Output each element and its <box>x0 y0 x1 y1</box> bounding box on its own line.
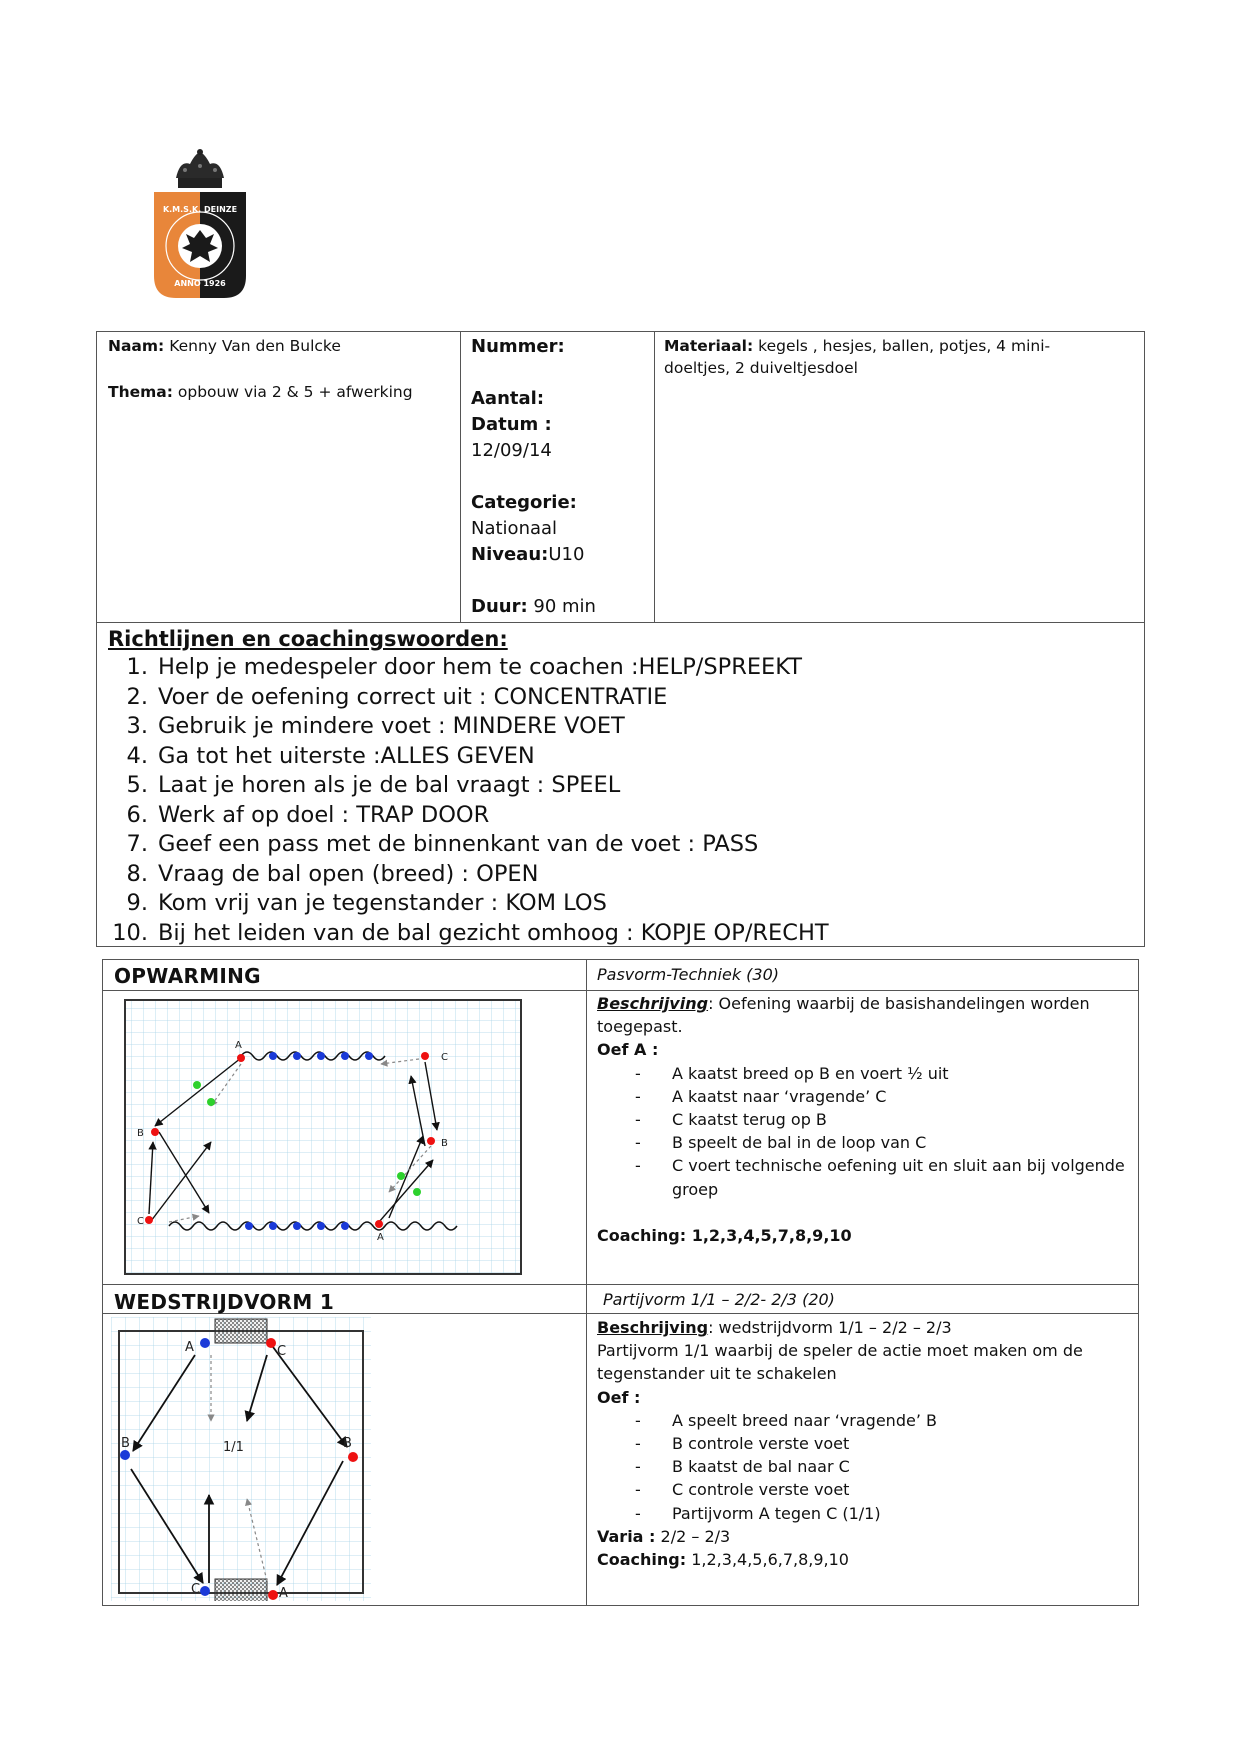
wedstrijdvorm-oef-label: Oef : <box>597 1387 641 1407</box>
datum-value: 12/09/14 <box>471 440 552 461</box>
guideline-text: Ga tot het uiterste :ALLES GEVEN <box>158 742 535 769</box>
opwarming-bullets <box>597 1062 1132 1201</box>
naam-value: Kenny Van den Bulcke <box>169 337 341 355</box>
guideline-number: 3. <box>126 713 148 739</box>
opwarming-beschrijving-text: : Oefening waarbij de basishandelingen worden <box>708 994 1090 1013</box>
guideline-text: Voer de oefening correct uit : CONCENTRATIE <box>158 683 668 710</box>
guideline-number: 1. <box>126 654 148 680</box>
opwarming-beschrijving-text2: toegepast. <box>597 1017 683 1037</box>
logo-text-top: K.M.S.K. DEINZE <box>162 205 238 214</box>
guidelines-list <box>108 653 1138 948</box>
guideline-item <box>108 801 1138 831</box>
guideline-number: 8. <box>126 860 148 887</box>
opw-label-c1: C <box>441 1052 448 1063</box>
guideline-number: 10. <box>112 919 148 946</box>
aantal-label: Aantal: <box>471 388 545 409</box>
opwarming-subtitle: Pasvorm-Techniek (30) <box>597 965 780 984</box>
meta-column <box>471 334 651 620</box>
guideline-item <box>108 860 1138 890</box>
guidelines-section <box>108 625 1138 948</box>
opwarming-bullet-item: - B speelt de bal in de loop van C <box>597 1131 1132 1154</box>
categorie-label: Categorie: <box>471 492 577 513</box>
wedstrijdvorm-line2: Partijvorm 1/1 waarbij de speler de actie moet maken om de <box>597 1341 1083 1361</box>
guideline-item <box>108 683 1138 713</box>
naam-label: Naam: <box>108 337 165 355</box>
opwarming-bullet-item: - C kaatst terug op B <box>597 1108 1132 1131</box>
wedstrijdvorm-description <box>597 1316 1132 1571</box>
wedstrijdvorm-subtitle: Partijvorm 1/1 – 2/2- 2/3 (20) <box>603 1290 835 1309</box>
wedstrijdvorm-beschrijving-text: : wedstrijdvorm 1/1 – 2/2 – 2/3 <box>708 1318 952 1337</box>
wv-label-b-left: B <box>121 1436 130 1451</box>
wv-label-center: 1/1 <box>223 1440 244 1455</box>
wedstrijdvorm-line3: tegenstander uit te schakelen <box>597 1364 837 1384</box>
guideline-number: 5. <box>126 772 148 798</box>
opwarming-diagram <box>119 996 529 1278</box>
guideline-item <box>108 771 1138 801</box>
wedstrijdvorm-bullets <box>597 1409 1132 1525</box>
guideline-item <box>108 712 1138 742</box>
guideline-text: Kom vrij van je tegenstander : KOM LOS <box>158 890 607 916</box>
opw-label-b2: B <box>441 1138 448 1149</box>
duur-label: Duur: <box>471 596 528 617</box>
crown-icon <box>176 149 224 188</box>
club-logo <box>150 148 250 300</box>
materiaal-value-cont: doeltjes, 2 duiveltjesdoel <box>664 359 858 377</box>
niveau-label: Niveau: <box>471 544 549 565</box>
wv-label-a-top: A <box>185 1340 194 1355</box>
opwarming-bullet-item: - C voert technische oefening uit en sluit aan bij volgende groep <box>597 1154 1132 1200</box>
guideline-number: 4. <box>126 742 148 769</box>
guideline-item <box>108 830 1138 860</box>
exercise-table <box>102 959 1139 1606</box>
niveau-value: U10 <box>548 544 585 565</box>
opwarming-bullet-item: - A kaatst naar ‘vragende’ C <box>597 1085 1132 1108</box>
guideline-item <box>108 919 1138 949</box>
guideline-item <box>108 889 1138 919</box>
guideline-number: 2. <box>126 683 148 710</box>
wv-label-c-top: C <box>277 1344 287 1359</box>
wv-label-a-bottom: A <box>279 1586 288 1601</box>
opwarming-coaching: Coaching: 1,2,3,4,5,7,8,9,10 <box>597 1225 852 1245</box>
wedstrijdvorm-bullet-item: - B controle verste voet <box>597 1432 1132 1455</box>
guideline-number: 7. <box>126 831 148 857</box>
wedstrijdvorm-bullet-item: - C controle verste voet <box>597 1478 1132 1501</box>
guideline-number: 6. <box>126 801 148 828</box>
opwarming-bullet-item: - A kaatst breed op B en voert ½ uit <box>597 1062 1132 1085</box>
opw-label-a2: A <box>377 1232 384 1243</box>
opwarming-title: OPWARMING <box>114 964 261 988</box>
materiaal-label: Materiaal: <box>664 337 754 355</box>
opwarming-oef-label: Oef A : <box>597 1040 659 1060</box>
guideline-text: Vraag de bal open (breed) : OPEN <box>158 860 539 887</box>
guideline-number: 9. <box>126 890 148 916</box>
materiaal-value: kegels , hesjes, ballen, potjes, 4 mini- <box>758 337 1051 355</box>
duur-value: 90 min <box>533 596 596 617</box>
header-table <box>96 331 1145 947</box>
guideline-item <box>108 653 1138 683</box>
guideline-text: Geef een pass met de binnenkant van de voet : PASS <box>158 831 759 857</box>
opw-label-a1: A <box>235 1040 242 1051</box>
guideline-text: Laat je horen als je de bal vraagt : SPEEL <box>158 772 621 798</box>
naam-field <box>108 335 341 357</box>
thema-field <box>108 381 413 403</box>
wedstrijdvorm-diagram <box>111 1317 371 1601</box>
opw-label-b1: B <box>137 1128 144 1139</box>
guideline-text: Bij het leiden van de bal gezicht omhoog : KOPJE OP/RECHT <box>158 919 829 946</box>
varia-label: Varia : <box>597 1526 656 1546</box>
wedstrijdvorm-coaching-label: Coaching: <box>597 1550 687 1570</box>
guideline-item <box>108 742 1138 772</box>
wv-label-b-right: B <box>343 1436 352 1451</box>
guideline-text: Gebruik je mindere voet : MINDERE VOET <box>158 713 625 739</box>
guideline-text: Help je medespeler door hem te coachen :HELP/SPREEKT <box>158 654 803 680</box>
guidelines-title: Richtlijnen en coachingswoorden: <box>108 627 508 651</box>
opwarming-description <box>597 992 1132 1247</box>
nummer-label: Nummer: <box>471 336 565 357</box>
wedstrijdvorm-coaching-value: 1,2,3,4,5,6,7,8,9,10 <box>691 1550 849 1570</box>
datum-label: Datum : <box>471 414 552 435</box>
opwarming-beschrijving-label: Beschrijving <box>597 994 709 1013</box>
wedstrijdvorm-bullet-item: - B kaatst de bal naar C <box>597 1455 1132 1478</box>
wedstrijdvorm-bullet-item: - A speelt breed naar ‘vragende’ B <box>597 1409 1132 1432</box>
categorie-value: Nationaal <box>471 518 558 539</box>
wedstrijdvorm-beschrijving-label: Beschrijving <box>597 1318 709 1337</box>
thema-value: opbouw via 2 & 5 + afwerking <box>177 383 413 401</box>
wv-label-c-bottom: C <box>191 1582 201 1597</box>
wedstrijdvorm-title: WEDSTRIJDVORM 1 <box>114 1290 335 1314</box>
materiaal-field <box>664 335 1134 379</box>
thema-label: Thema: <box>108 383 173 401</box>
opw-label-c2: C <box>137 1216 144 1227</box>
varia-value: 2/2 – 2/3 <box>660 1526 731 1546</box>
guideline-text: Werk af op doel : TRAP DOOR <box>158 801 490 828</box>
wedstrijdvorm-bullet-item: - Partijvorm A tegen C (1/1) <box>597 1502 1132 1525</box>
logo-text-bottom: ANNO 1926 <box>174 279 226 288</box>
